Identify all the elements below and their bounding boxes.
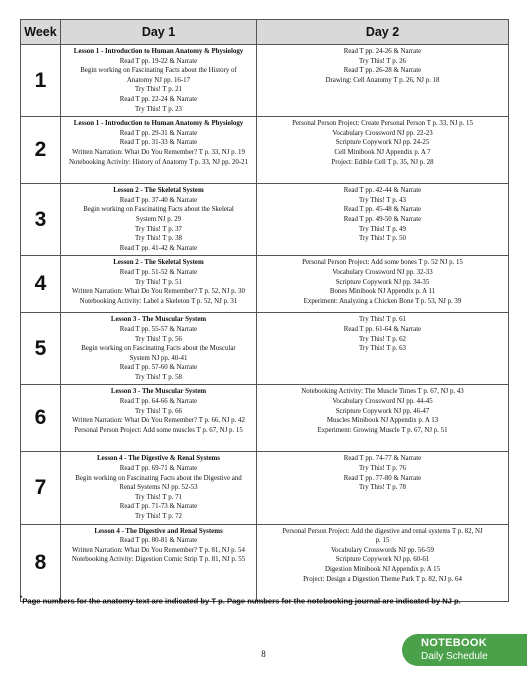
- assignment-line: Muscles Minibook NJ Appendix p. A 13: [326, 417, 439, 425]
- assignment-line: Drawing: Cell Anatomy T p. 26, NJ p. 18: [325, 76, 440, 84]
- assignment-line: Personal Person Project: Add the digestive and renal systems T p. 82, NJ: [282, 527, 483, 535]
- schedule-body: [21, 45, 509, 602]
- week-number: 3: [21, 184, 61, 256]
- table-header-row: [21, 20, 509, 45]
- assignment-line: Try This! T p. 76: [358, 465, 407, 473]
- week-number: 1: [21, 45, 61, 117]
- assignment-line: Personal Person Project: Add some muscles T p. 67, NJ p. 15: [74, 426, 243, 434]
- assignment-line: Read T pp. 71-73 & Narrate: [119, 503, 198, 511]
- assignment-line: Personal Person Project: Create Personal Person T p. 33, NJ p. 15: [292, 120, 473, 128]
- assignment-line: Read T pp. 29-31 & Narrate: [119, 129, 198, 137]
- week-number: 7: [21, 452, 61, 524]
- assignment-line: Read T pp. 49-50 & Narrate: [343, 215, 422, 223]
- assignment-line: Read T pp. 77-80 & Narrate: [343, 474, 422, 482]
- day1-column-header: Day 1: [61, 20, 257, 45]
- assignment-line: Personal Person Project: Add some bones T p. 52 NJ p. 15: [302, 259, 463, 267]
- assignment-line: System NJ p. 29: [135, 215, 182, 223]
- assignment-line: Try This! T p. 58: [134, 373, 183, 381]
- assignment-line: Try This! T p. 38: [134, 235, 183, 243]
- assignment-line: Written Narration: What Do You Remember? T p. 81, NJ p. 54: [72, 546, 245, 554]
- lesson-title: Lesson 3 - The Muscular System: [110, 316, 207, 324]
- assignment-line: Project: Edible Cell T p. 35, NJ p. 28: [331, 158, 434, 166]
- assignment-line: Bones Minibook NJ Appendix p. A 11: [329, 288, 436, 296]
- week-number: 5: [21, 313, 61, 385]
- day2-cell: [257, 524, 509, 601]
- assignment-line: Notebooking Activity: The Muscle Times T p. 67, NJ p. 43: [301, 388, 464, 396]
- assignment-line: Read T pp. 80-81 & Narrate: [119, 537, 198, 545]
- week-row: [21, 313, 509, 385]
- assignment-line: Written Narration: What Do You Remember? T p. 52, NJ p. 30: [72, 288, 245, 296]
- assignment-line: Try This! T p. 63: [358, 345, 407, 353]
- lesson-title: Lesson 1 - Introduction to Human Anatomy & Physiology: [73, 120, 244, 128]
- assignment-line: Begin working on Fascinating Facts about the Muscular: [81, 345, 236, 353]
- week-row: [21, 256, 509, 313]
- assignment-line: Anatomy NJ pp. 16-17: [126, 76, 191, 84]
- week-row: [21, 385, 509, 452]
- day2-cell: [257, 45, 509, 117]
- assignment-line: Scripture Copywork NJ pp. 24-25: [335, 139, 430, 147]
- day2-cell: [257, 117, 509, 184]
- assignment-line: Try This! T p. 49: [358, 225, 407, 233]
- tab-subtitle: Daily Schedule: [421, 651, 488, 662]
- assignment-line: Try This! T p. 66: [134, 407, 183, 415]
- week-row: [21, 524, 509, 601]
- day1-cell: [61, 385, 257, 452]
- assignment-line: Renal Systems NJ pp. 52-53: [119, 484, 198, 492]
- week-column-header: Week: [21, 20, 61, 45]
- assignment-line: Try This! T p. 21: [134, 86, 183, 94]
- lesson-title: Lesson 4 - The Digestive and Renal Systems: [94, 527, 223, 535]
- assignment-line: Read T pp. 24-26 & Narrate: [343, 48, 422, 55]
- assignment-line: Vocabulary Crosswords NJ pp. 56-59: [330, 546, 435, 554]
- assignment-line: Try This! T p. 61: [358, 316, 407, 324]
- day2-cell: [257, 313, 509, 385]
- assignment-line: Project: Design a Digestion Theme Park T p. 82, NJ p. 64: [303, 575, 462, 583]
- assignment-line: Experiment: Growing Muscle T p. 67, NJ p. 51: [317, 426, 448, 434]
- assignment-line: Read T pp. 51-52 & Narrate: [119, 268, 198, 276]
- day1-cell: [61, 313, 257, 385]
- assignment-line: Try This! T p. 50: [358, 235, 407, 243]
- lesson-title: Lesson 4 - The Digestive & Renal Systems: [97, 455, 220, 463]
- day2-column-header: Day 2: [257, 20, 509, 45]
- assignment-line: Vocabulary Crossword NJ pp. 22-23: [332, 129, 433, 137]
- assignment-line: Try This! T p. 23: [134, 105, 183, 113]
- week-number: 6: [21, 385, 61, 452]
- assignment-line: Read T pp. 69-71 & Narrate: [119, 465, 198, 473]
- day1-cell: [61, 45, 257, 117]
- assignment-line: Try This! T p. 72: [134, 513, 183, 521]
- assignment-line: Try This! T p. 71: [134, 493, 183, 501]
- week-number: 4: [21, 256, 61, 313]
- assignment-line: Begin working on Fascinating Facts about the Skeletal: [83, 206, 234, 214]
- assignment-line: Begin working on Fascinating Facts about the History of: [80, 67, 237, 75]
- assignment-line: Scripture Copywork NJ pp. 34-35: [335, 278, 430, 286]
- assignment-line: Scripture Copywork NJ pp. 60-61: [335, 556, 430, 564]
- day2-cell: [257, 452, 509, 524]
- assignment-line: System NJ pp. 40-41: [129, 354, 188, 362]
- week-row: [21, 452, 509, 524]
- assignment-line: Cell Minibook NJ Appendix p. A 7: [334, 148, 431, 156]
- assignment-line: Notebooking Activity: Digestion Comic Strip T p. 81, NJ p. 55: [71, 556, 246, 564]
- assignment-line: Read T pp. 61-64 & Narrate: [343, 325, 422, 333]
- assignment-line: Read T pp. 22-24 & Narrate: [119, 95, 198, 103]
- assignment-line: Try This! T p. 78: [358, 484, 407, 492]
- week-row: [21, 117, 509, 184]
- assignment-line: Try This! T p. 43: [358, 196, 407, 204]
- tab-title: NOTEBOOK: [421, 637, 487, 649]
- day1-cell: [61, 452, 257, 524]
- day1-cell: [61, 184, 257, 256]
- lesson-title: Lesson 1 - Introduction to Human Anatomy & Physiology: [73, 48, 244, 55]
- assignment-line: Read T pp. 55-57 & Narrate: [119, 325, 198, 333]
- assignment-line: Read T pp. 26-28 & Narrate: [343, 67, 422, 75]
- assignment-line: Read T pp. 42-44 & Narrate: [343, 187, 422, 195]
- footnote-text: Page numbers for the anatomy text are indicated by T p. Page numbers for the notebooking journal are indicated by NJ p.: [22, 596, 461, 606]
- day2-cell: [257, 385, 509, 452]
- assignment-line: Vocabulary Crossword NJ pp. 32-33: [332, 268, 433, 276]
- day1-cell: [61, 256, 257, 313]
- assignment-line: Read T pp. 19-22 & Narrate: [119, 57, 198, 65]
- assignment-line: Try This! T p. 26: [358, 57, 407, 65]
- assignment-line: Try This! T p. 62: [358, 335, 407, 343]
- assignment-line: Read T pp. 41-42 & Narrate: [119, 244, 198, 252]
- week-number: 2: [21, 117, 61, 184]
- footnote: [20, 596, 508, 606]
- assignment-line: Read T pp. 57-60 & Narrate: [119, 364, 198, 372]
- assignment-line: Read T pp. 64-66 & Narrate: [119, 398, 198, 406]
- week-row: [21, 45, 509, 117]
- assignment-line: Digestion Minibook NJ Appendix p. A 15: [324, 566, 441, 573]
- assignment-line: Read T pp. 45-48 & Narrate: [343, 206, 422, 214]
- schedule-table: [20, 19, 509, 602]
- assignment-line: Written Narration: What Do You Remember? T p. 66, NJ p. 42: [72, 417, 245, 425]
- assignment-line: p. 15: [375, 537, 390, 545]
- day2-cell: [257, 256, 509, 313]
- assignment-line: Try This! T p. 51: [134, 278, 183, 286]
- day1-cell: [61, 524, 257, 601]
- notebook-tab: [402, 634, 527, 666]
- assignment-line: Vocabulary Crossword NJ pp. 44-45: [332, 398, 433, 406]
- day2-cell: [257, 184, 509, 256]
- assignment-line: Experiment: Analyzing a Chicken Bone T p. 53, NJ p. 39: [303, 297, 462, 305]
- assignment-line: Begin working on Fascinating Facts about the Digestive and: [75, 474, 242, 482]
- lesson-title: Lesson 2 - The Skeletal System: [113, 187, 204, 195]
- assignment-line: Try This! T p. 56: [134, 335, 183, 343]
- lesson-title: Lesson 2 - The Skeletal System: [113, 259, 204, 267]
- assignment-line: Notebooking Activity: History of Anatomy T p. 33, NJ pp. 20-21: [68, 158, 249, 166]
- assignment-line: Try This! T p. 37: [134, 225, 183, 233]
- footnote-asterisk: *: [20, 596, 23, 602]
- page-number: 8: [261, 649, 266, 659]
- day1-cell: [61, 117, 257, 184]
- assignment-line: Scripture Copywork NJ pp. 46-47: [335, 407, 430, 415]
- assignment-line: Notebooking Activity: Label a Skeleton T p. 52, NJ p. 31: [79, 297, 238, 305]
- lesson-title: Lesson 3 - The Muscular System: [110, 388, 207, 396]
- week-row: [21, 184, 509, 256]
- week-number: 8: [21, 524, 61, 601]
- assignment-line: Read T pp. 37-40 & Narrate: [119, 196, 198, 204]
- assignment-line: Read T pp. 74-77 & Narrate: [343, 455, 422, 463]
- assignment-line: Written Narration: What Do You Remember? T p. 33, NJ p. 19: [72, 148, 245, 156]
- assignment-line: Read T pp. 31-33 & Narrate: [119, 139, 198, 147]
